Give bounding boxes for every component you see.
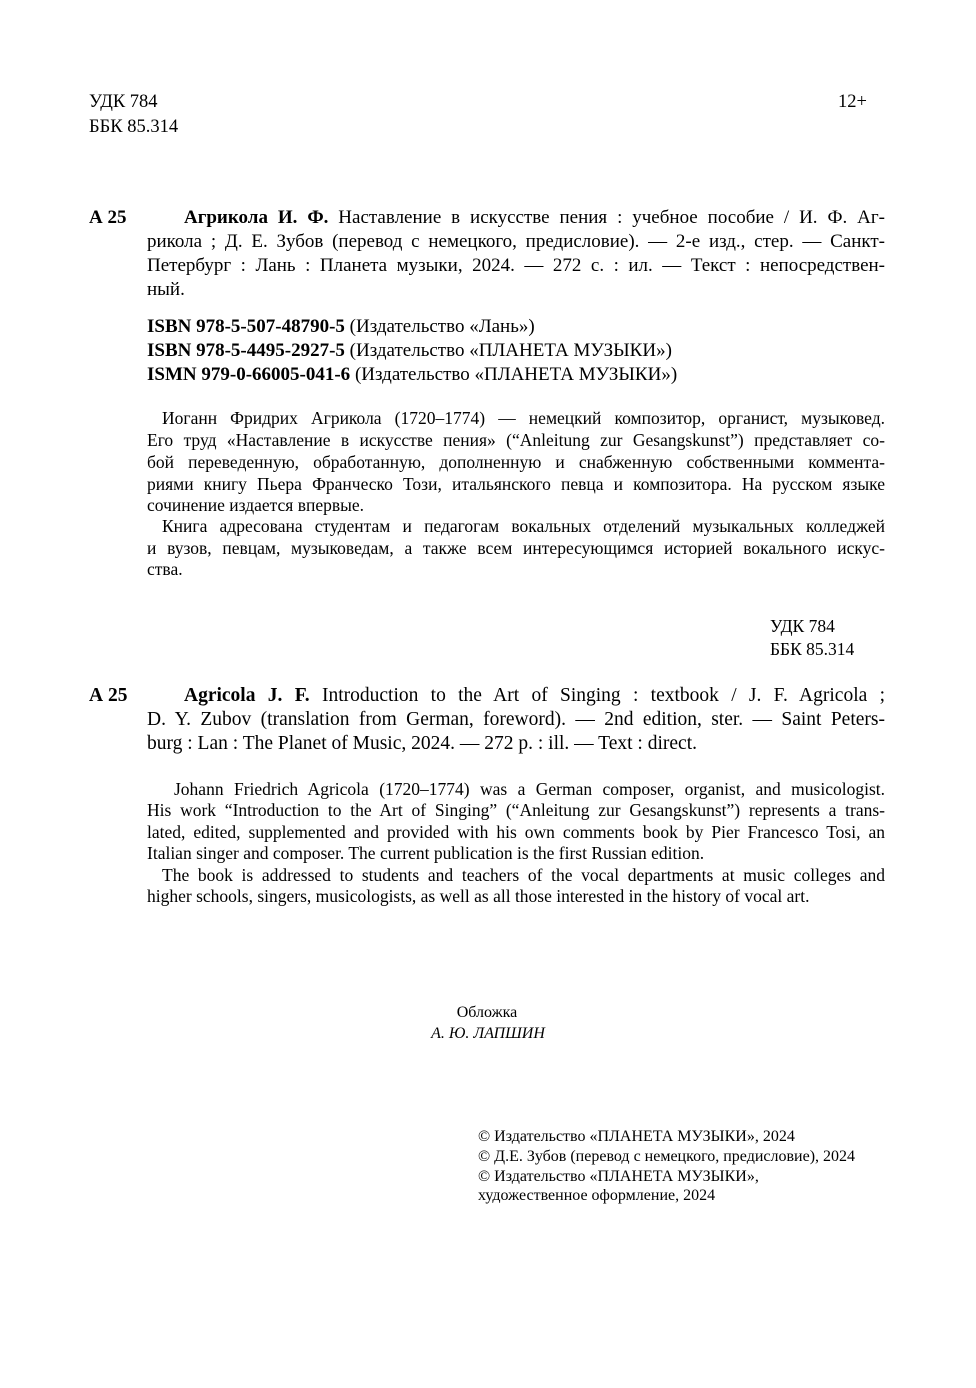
en-index: А 25	[89, 685, 128, 706]
en-author: Agricola J. F.	[184, 685, 310, 706]
isbn-line-1: ISBN 978-5-507-48790-5 (Издательство «Лань»)	[147, 316, 535, 337]
ru-index: А 25	[89, 207, 127, 228]
cover-label: Обложка	[456, 1004, 518, 1021]
isbn-line-2: ISBN 978-5-4495-2927-5 (Издательство «ПЛАНЕТА МУЗЫКИ»)	[147, 340, 672, 361]
ru-annotation-line: Книга адресована студентам и педагогам вокальных отделений музыкальных колледжей	[162, 516, 885, 536]
ru-title-line-4: ный.	[147, 279, 185, 300]
copyright-line: художественное оформление, 2024	[478, 1187, 716, 1204]
copyright-line: © Издательство «ПЛАНЕТА МУЗЫКИ»,	[478, 1168, 759, 1185]
en-title-line-1: Agricola J. F. Introduction to the Art of Singing : textbook / J. F. Agricola ;	[184, 685, 885, 706]
cover-artist: А. Ю. ЛАПШИН	[431, 1025, 545, 1042]
en-title-line-3: burg : Lan : The Planet of Music, 2024. — 272 p. : ill. — Text : direct.	[147, 733, 697, 754]
ru-title-line-3: Петербург : Лань : Планета музыки, 2024. — 272 с. : ил. — Текст : непосредствен-	[147, 255, 885, 276]
ru-title-line-2: рикола ; Д. Е. Зубов (перевод с немецкого, предисловие). — 2-е изд., стер. — Санкт-	[147, 231, 885, 252]
en-title-line-2: D. Y. Zubov (translation from German, foreword). — 2nd edition, ster. — Saint Peters-	[147, 709, 885, 730]
ismn-line: ISMN 979-0-66005-041-6 (Издательство «ПЛАНЕТА МУЗЫКИ»)	[147, 364, 678, 385]
ru-annotation-line: Иоганн Фридрих Агрикола (1720–1774) — немецкий композитор, органист, музыковед.	[162, 408, 885, 428]
en-annotation-line: The book is addressed to students and teachers of the vocal departments at music colleges and	[162, 865, 885, 885]
isbn-code: ISBN 978-5-4495-2927-5	[147, 340, 345, 361]
ru-annotation-line: ства.	[147, 559, 183, 579]
en-udk-code: УДК 784	[770, 616, 835, 636]
copyright-line: © Издательство «ПЛАНЕТА МУЗЫКИ», 2024	[478, 1128, 795, 1145]
copyright-line: © Д.Е. Зубов (перевод с немецкого, предисловие), 2024	[478, 1148, 856, 1165]
ru-annotation-line: риями книгу Пьера Франческо Този, итальянского певца и композитора. На русском языке	[147, 474, 885, 494]
ru-author: Агрикола И. Ф.	[184, 207, 329, 228]
en-annotation-line: Johann Friedrich Agricola (1720–1774) was a German composer, organist, and musicologist.	[174, 779, 885, 799]
isbn-code: ISBN 978-5-507-48790-5	[147, 316, 345, 337]
bbk-code: ББК 85.314	[89, 117, 179, 137]
ru-title-line-1: Агрикола И. Ф. Наставление в искусстве пения : учебное пособие / И. Ф. Аг-	[184, 207, 885, 228]
en-annotation-line: higher schools, singers, musicologists, as well as all those interested in the history of vocal art.	[147, 886, 810, 906]
udk-code: УДК 784	[89, 92, 158, 112]
ru-annotation-line: Его труд «Наставление в искусстве пения» (“Anleitung zur Gesangskunst”) представляет со-	[147, 430, 885, 450]
en-annotation-line: Italian singer and composer. The current publication is the first Russian edition.	[147, 843, 705, 863]
ru-annotation-line: сочинение издается впервые.	[147, 495, 364, 515]
ru-annotation-line: и вузов, певцам, музыковедам, а также всем интересующимся историей вокального искус-	[147, 538, 885, 558]
en-bbk-code: ББК 85.314	[770, 639, 855, 659]
en-annotation-line: lated, edited, supplemented and provided with his own comments book by Pier Francesco Tosi, an	[147, 822, 885, 842]
age-rating: 12+	[838, 92, 867, 112]
ismn-code: ISMN 979-0-66005-041-6	[147, 364, 351, 385]
en-annotation-line: His work “Introduction to the Art of Singing” (“Anleitung zur Gesangskunst”) represents a trans-	[147, 800, 885, 820]
ru-annotation-line: бой переведенную, обработанную, дополненную и снабженную собственными коммента-	[147, 452, 885, 472]
